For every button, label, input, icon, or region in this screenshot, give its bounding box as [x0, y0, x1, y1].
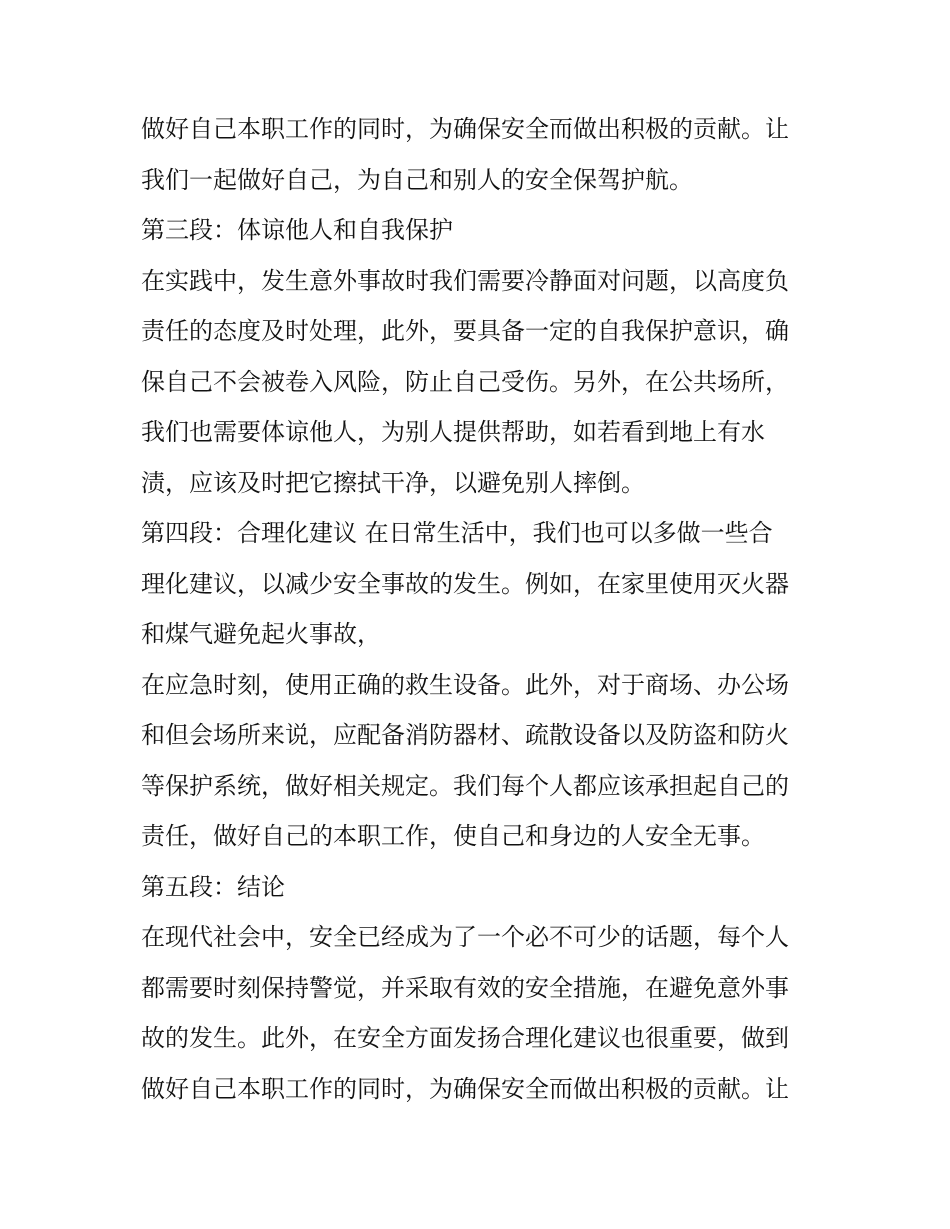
- text-line: 渍，应该及时把它擦拭干净，以避免别人摔倒。: [141, 468, 645, 497]
- text-line: 做好自己本职工作的同时，为确保安全而做出积极的贡献。让: [141, 115, 789, 143]
- section-heading: 第四段：合理化建议 在日常生活中，我们也可以多做一些合: [141, 519, 773, 547]
- text-line: 理化建议，以减少安全事故的发生。例如，在家里使用灭火器: [141, 569, 789, 598]
- text-line: 我们一起做好自己，为自己和别人的安全保驾护航。: [141, 165, 693, 194]
- text-line: 保自己不会被卷入风险，防止自己受伤。另外，在公共场所，: [141, 367, 789, 396]
- body-text: [141, 104, 816, 1114]
- section-heading: 第五段：结论: [141, 872, 285, 901]
- section-heading: 第三段：体谅他人和自我保护: [141, 216, 453, 244]
- text-line: 在现代社会中，安全已经成为了一个必不可少的话题，每个人: [141, 923, 789, 951]
- text-line: 和煤气避免起火事故，: [141, 620, 381, 648]
- text-line: 都需要时刻保持警觉，并采取有效的安全措施，在避免意外事: [141, 973, 789, 1002]
- text-line: 我们也需要体谅他人，为别人提供帮助，如若看到地上有水: [141, 418, 765, 446]
- text-line: 等保护系统，做好相关规定。我们每个人都应该承担起自己的: [141, 771, 789, 800]
- text-line: 和但会场所来说，应配备消防器材、疏散设备以及防盗和防火: [141, 721, 789, 749]
- text-line: 故的发生。此外，在安全方面发扬合理化建议也很重要，做到: [141, 1024, 789, 1052]
- text-line: 在应急时刻，使用正确的救生设备。此外，对于商场、办公场: [141, 670, 789, 699]
- text-line: 责任的态度及时处理，此外，要具备一定的自我保护意识，确: [141, 317, 789, 345]
- text-line: 在实践中，发生意外事故时我们需要冷静面对问题，以高度负: [141, 266, 789, 295]
- text-line: 责任，做好自己的本职工作，使自己和身边的人安全无事。: [141, 822, 765, 850]
- text-line: 做好自己本职工作的同时，为确保安全而做出积极的贡献。让: [141, 1074, 789, 1103]
